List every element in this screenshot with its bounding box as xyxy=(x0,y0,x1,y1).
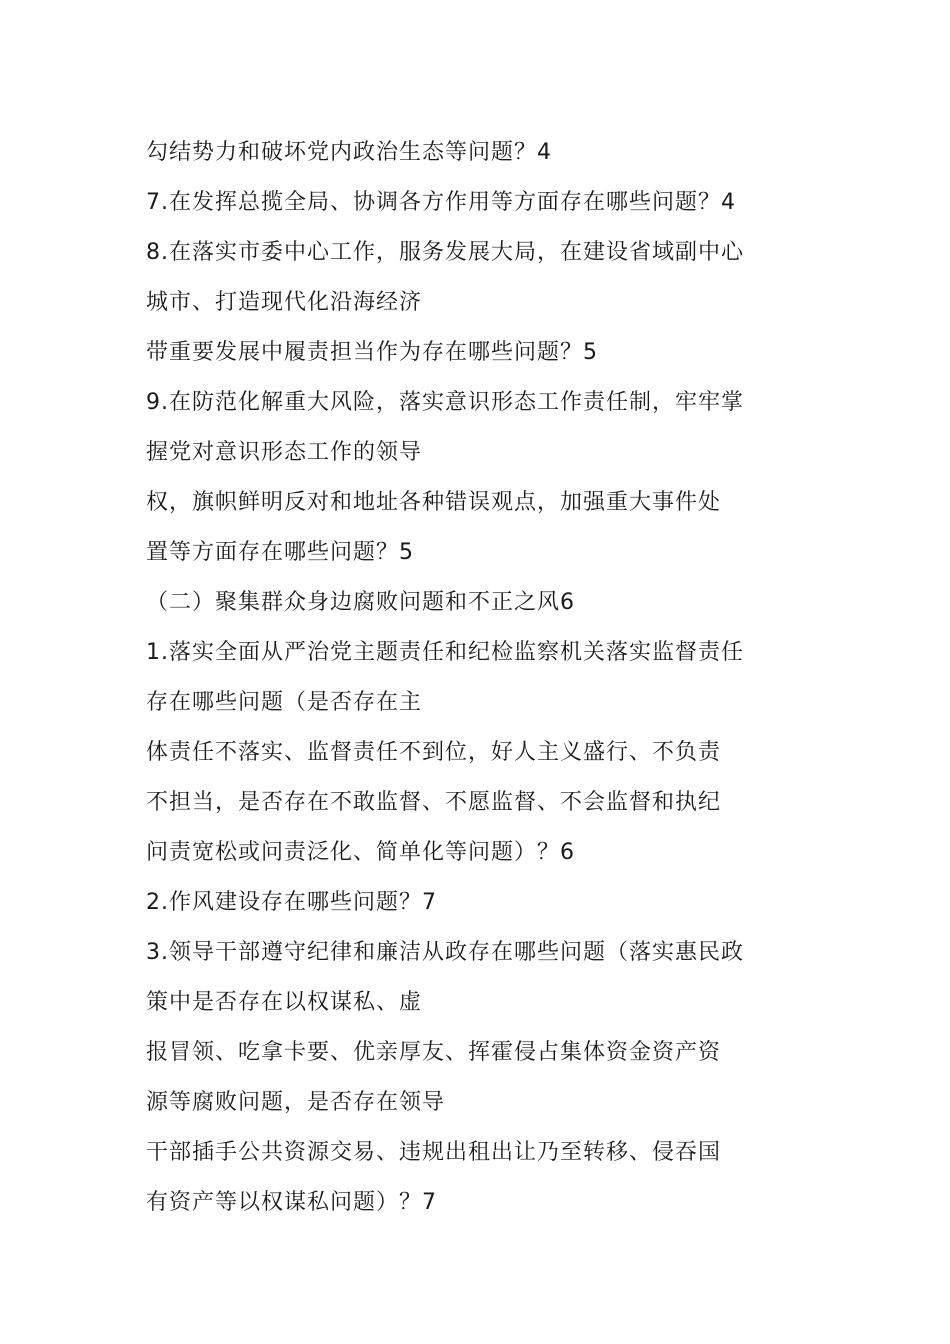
toc-line: 勾结势力和破坏党内政治生态等问题？4 xyxy=(146,140,552,165)
toc-line: 有资产等以权谋私问题）？7 xyxy=(146,1190,437,1215)
toc-line: 不担当，是否存在不敢监督、不愿监督、不会监督和执纪 xyxy=(146,790,722,815)
toc-line: 报冒领、吃拿卡要、优亲厚友、挥霍侵占集体资金资产资 xyxy=(146,1040,722,1065)
toc-line: 存在哪些问题（是否存在主 xyxy=(146,690,423,715)
toc-line: 城市、打造现代化沿海经济 xyxy=(146,290,423,315)
toc-line: 7.在发挥总揽全局、协调各方作用等方面存在哪些问题？4 xyxy=(146,190,736,215)
toc-line: 置等方面存在哪些问题？5 xyxy=(146,540,414,565)
toc-line: 1.落实全面从严治党主题责任和纪检监察机关落实监督责任 xyxy=(146,640,744,665)
toc-line: 干部插手公共资源交易、违规出租出让乃至转移、侵吞国 xyxy=(146,1140,722,1165)
toc-line: 体责任不落实、监督责任不到位，好人主义盛行、不负责 xyxy=(146,740,722,765)
toc-line: 9.在防范化解重大风险，落实意识形态工作责任制，牢牢掌 xyxy=(146,390,744,415)
toc-line: 权，旗帜鲜明反对和地址各种错误观点，加强重大事件处 xyxy=(146,490,722,515)
toc-line: 2.作风建设存在哪些问题？7 xyxy=(146,890,437,915)
toc-line: 3.领导干部遵守纪律和廉洁从政存在哪些问题（落实惠民政 xyxy=(146,940,744,965)
toc-content xyxy=(146,128,818,1228)
toc-line: 带重要发展中履责担当作为存在哪些问题？5 xyxy=(146,340,598,365)
toc-line: 握党对意识形态工作的领导 xyxy=(146,440,423,465)
toc-line: 8.在落实市委中心工作，服务发展大局，在建设省域副中心 xyxy=(146,240,744,265)
toc-section-heading: （二）聚集群众身边腐败问题和不正之风6 xyxy=(146,590,575,615)
toc-line: 源等腐败问题，是否存在领导 xyxy=(146,1090,446,1115)
toc-line: 问责宽松或问责泛化、简单化等问题）？6 xyxy=(146,840,575,865)
toc-line: 策中是否存在以权谋私、虚 xyxy=(146,990,423,1015)
